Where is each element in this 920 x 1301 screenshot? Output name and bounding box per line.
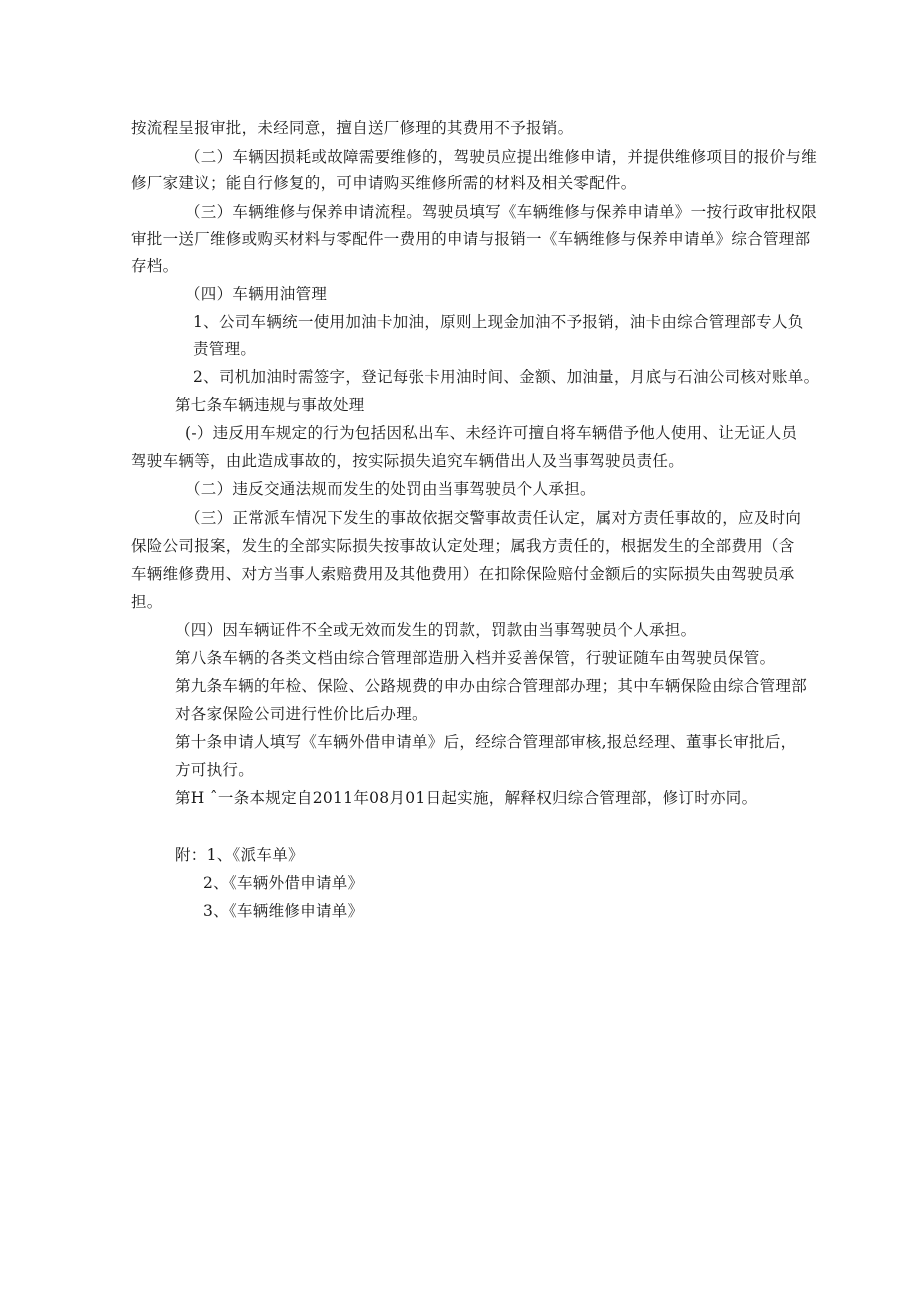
text-line: （二）违反交通法规而发生的处罚由当事驾驶员个人承担。 (185, 480, 596, 498)
text-line: 对各家保险公司进行性价比后办理。 (175, 705, 428, 723)
appendix-item: 2、《车辆外借申请单》 (203, 874, 364, 892)
text-line: （三）正常派车情况下发生的事故依据交警事故责任认定，属对方责任事故的，应及时向 (185, 509, 802, 527)
text-line: 审批一送厂维修或购买材料与零配件一费用的申请与报销一《车辆维修与保养申请单》综合管理部 (131, 230, 811, 248)
text-line: 修厂家建议；能自行修复的，可申请购买维修所需的材料及相关零配件。 (131, 174, 637, 192)
text-line: 车辆维修费用、对方当事人索赔费用及其他费用）在扣除保险赔付金额后的实际损失由驾驶员承 (131, 565, 795, 583)
article-line: 第八条车辆的各类文档由综合管理部造册入档并妥善保管，行驶证随车由驾驶员保管。 (175, 649, 776, 667)
article-line: 第十条申请人填写《车辆外借申请单》后，经综合管理部审核,报总经理、董事长审批后， (175, 733, 797, 751)
text-line: 责管理。 (193, 340, 257, 358)
text-line: (-）违反用车规定的行为包括因私出车、未经许可擅自将车辆借予他人使用、让无证人员 (185, 424, 798, 442)
section-heading: （四）车辆用油管理 (185, 285, 328, 303)
text-line: （四）因车辆证件不全或无效而发生的罚款，罚款由当事驾驶员个人承担。 (175, 621, 697, 639)
article-line: 第九条车辆的年检、保险、公路规费的申办由综合管理部办理；其中车辆保险由综合管理部 (175, 677, 808, 695)
appendix-item: 3、《车辆维修申请单》 (203, 902, 364, 920)
text-line: （三）车辆维修与保养申请流程。驾驶员填写《车辆维修与保养申请单》一按行政审批权限 (185, 203, 818, 221)
text-line: 1、公司车辆统一使用加油卡加油，原则上现金加油不予报销，油卡由综合管理部专人负 (193, 313, 804, 331)
article-line: 第H ˆ一条本规定自2011年08月01日起实施，解释权归综合管理部，修订时亦同。 (175, 789, 758, 807)
text-line: 担。 (131, 593, 163, 611)
text-line: 按流程呈报审批，未经同意，擅自送厂修理的其费用不予报销。 (131, 119, 574, 137)
article-heading: 第七条车辆违规与事故处理 (175, 396, 365, 414)
text-line: 方可执行。 (175, 761, 255, 779)
text-line: 保险公司报案，发生的全部实际损失按事故认定处理；属我方责任的，根据发生的全部费用（含 (131, 537, 795, 555)
text-line: 存档。 (131, 257, 179, 275)
text-line: 2、司机加油时需签字，登记每张卡用油时间、金额、加油量，月底与石油公司核对账单。 (193, 368, 820, 386)
appendix-item: 附：1、《派车单》 (175, 846, 304, 864)
text-line: （二）车辆因损耗或故障需要维修的，驾驶员应提出维修申请，并提供维修项目的报价与维 (185, 148, 818, 166)
text-line: 驾驶车辆等，由此造成事故的，按实际损失追究车辆借出人及当事驾驶员责任。 (131, 452, 685, 470)
